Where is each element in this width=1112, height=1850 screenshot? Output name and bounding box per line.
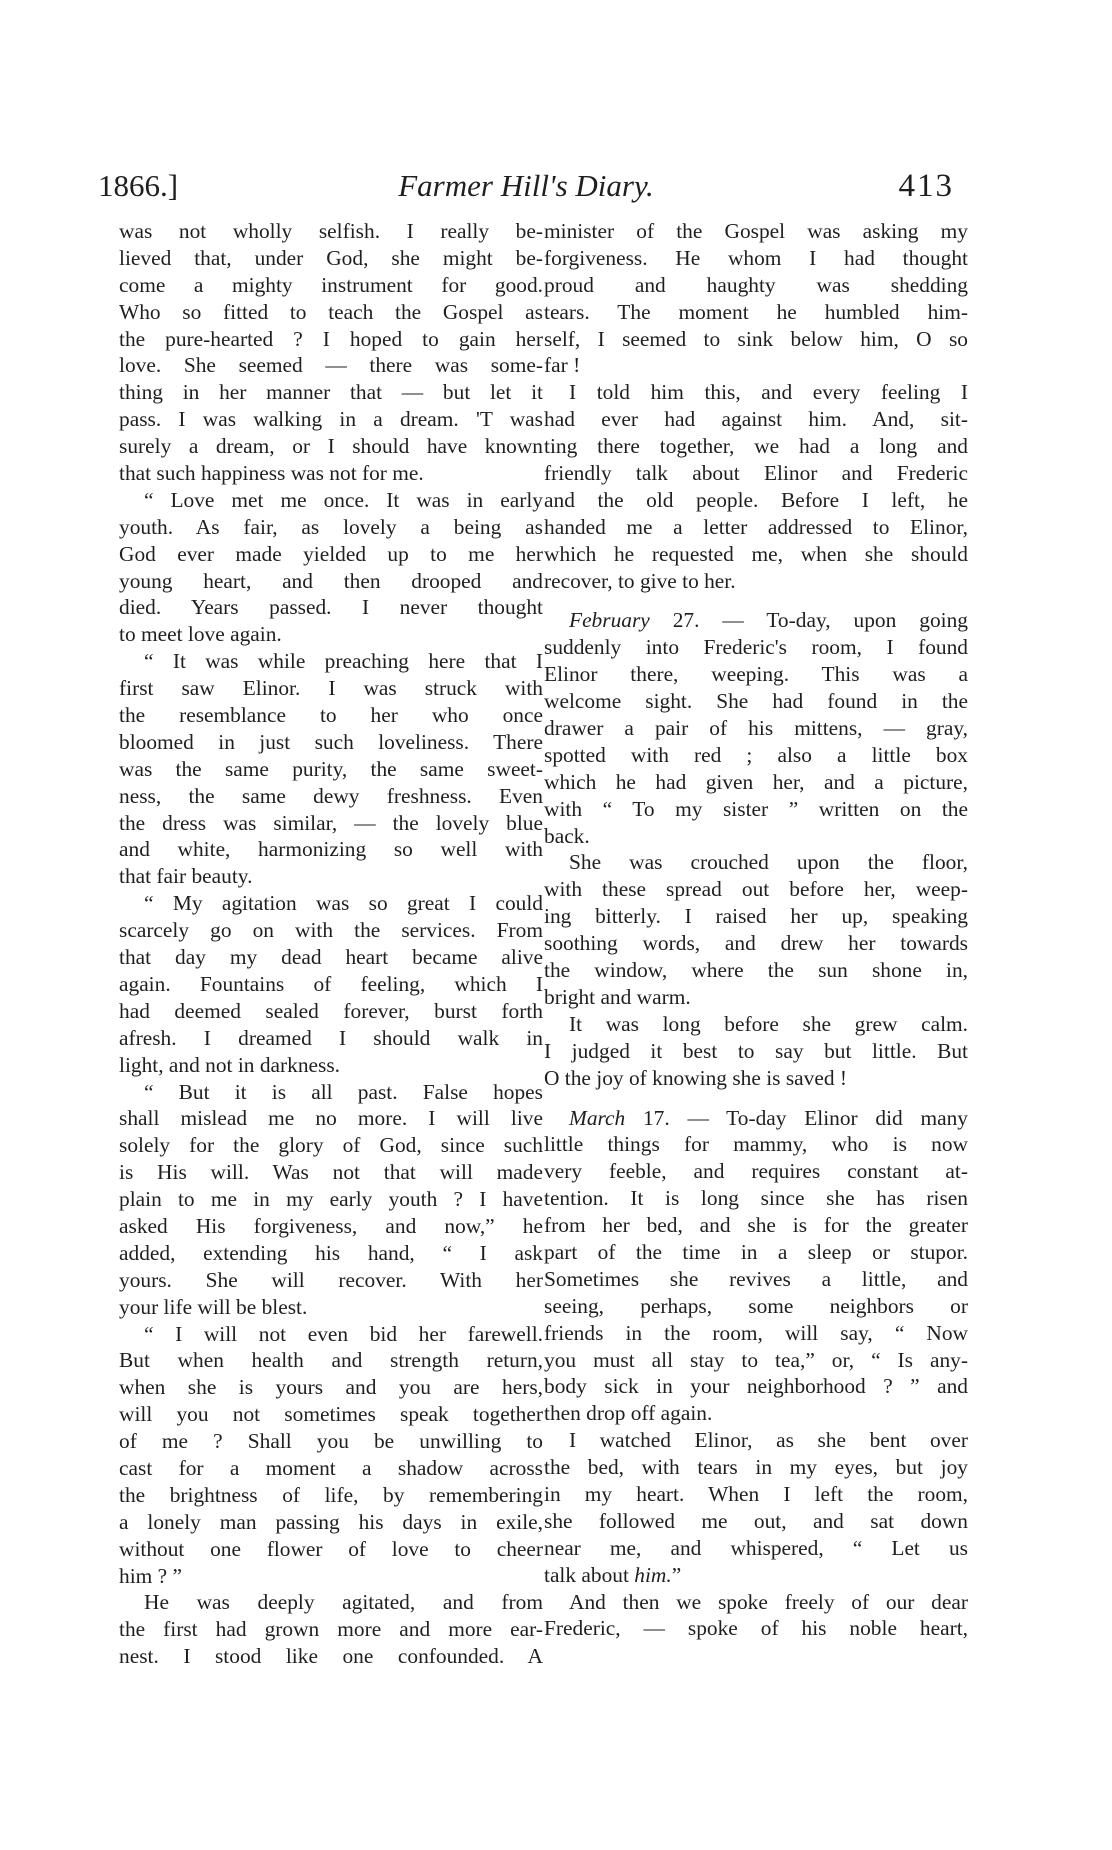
- text-line-content: tears. The moment he humbled him-: [544, 299, 968, 324]
- text-line-content: 27. — To-day, upon going: [649, 608, 968, 633]
- text-line: [119, 1509, 543, 1536]
- text-line-content: to meet love again.: [119, 622, 282, 647]
- text-line-content: friendly talk about Elinor and Frederic: [544, 461, 968, 486]
- text-line-content: added, extending his hand, “ I ask: [119, 1240, 543, 1265]
- text-line: [119, 245, 543, 272]
- text-line: [544, 541, 968, 568]
- text-line-content: far !: [544, 353, 581, 378]
- text-line: [544, 1239, 968, 1266]
- text-line: [544, 245, 968, 272]
- text-line: [544, 930, 968, 957]
- text-line: [544, 1508, 968, 1535]
- text-line-content: a lonely man passing his days in exile,: [119, 1509, 543, 1534]
- text-line-content: young heart, and then drooped and: [119, 568, 543, 593]
- text-line: [544, 568, 968, 595]
- text-line-content: “ But it is all past. False hopes: [144, 1079, 543, 1104]
- text-line: [119, 487, 543, 514]
- text-line: [544, 218, 968, 245]
- text-line-content: the bed, with tears in my eyes, but joy: [544, 1455, 968, 1480]
- text-line: [119, 1563, 543, 1590]
- text-line-content: you must all stay to tea,” or, “ Is any-: [544, 1347, 968, 1372]
- text-line: [119, 1347, 543, 1374]
- text-line: [119, 1374, 543, 1401]
- text-line-content: near me, and whispered, “ Let us: [544, 1535, 968, 1560]
- text-line-content: welcome sight. She had found in the: [544, 689, 968, 714]
- text-line: [119, 406, 543, 433]
- text-line-content: She was crouched upon the floor,: [569, 850, 968, 875]
- text-line: [119, 1186, 543, 1213]
- text-line: [119, 890, 543, 917]
- text-line: [119, 1455, 543, 1482]
- text-line-content: the brightness of life, by remembering: [119, 1482, 543, 1507]
- entry-date: February: [569, 608, 650, 633]
- text-line-content: had deemed sealed forever, burst forth: [119, 998, 543, 1023]
- text-line: [544, 769, 968, 796]
- text-line-content: ness, the same dewy freshness. Even: [119, 783, 543, 808]
- text-line: [119, 1536, 543, 1563]
- text-line-content: light, and not in darkness.: [119, 1052, 341, 1077]
- text-line: [544, 823, 968, 850]
- text-line-content: 17. — To-day Elinor did many: [625, 1105, 968, 1130]
- text-line: [544, 272, 968, 299]
- text-line: [119, 299, 543, 326]
- text-line: [119, 514, 543, 541]
- text-line: [119, 729, 543, 756]
- text-line: [544, 1266, 968, 1293]
- text-line: [119, 783, 543, 810]
- text-line-content: plain to me in my early youth ? I have: [119, 1187, 543, 1212]
- text-line-content: friends in the room, will say, “ Now: [544, 1320, 968, 1345]
- text-line-content: spotted with red ; also a little box: [544, 742, 968, 767]
- text-line: [544, 487, 968, 514]
- text-line: [119, 917, 543, 944]
- text-line-content: drawer a pair of his mittens, — gray,: [544, 716, 968, 741]
- text-line-content: will you not sometimes speak together: [119, 1402, 543, 1427]
- text-line: [119, 944, 543, 971]
- text-line: [544, 957, 968, 984]
- text-line: [119, 675, 543, 702]
- text-line-content: seeing, perhaps, some neighbors or: [544, 1293, 968, 1318]
- text-line-content: soothing words, and drew her towards: [544, 931, 968, 956]
- entry-date: March: [569, 1105, 626, 1130]
- text-line: [544, 1320, 968, 1347]
- text-line: [119, 1643, 543, 1670]
- text-line: [119, 810, 543, 837]
- text-line: [119, 863, 543, 890]
- text-line-content: the resemblance to her who once: [119, 703, 543, 728]
- text-line: [544, 460, 968, 487]
- text-line: [544, 514, 968, 541]
- text-line-content: him ? ”: [119, 1563, 182, 1588]
- text-line: [119, 1616, 543, 1643]
- text-line-content: proud and haughty was shedding: [544, 272, 968, 297]
- text-line-content: without one flower of love to cheer: [119, 1536, 543, 1561]
- text-line-content: was the same purity, the same sweet-: [119, 756, 543, 781]
- text-line: [544, 1589, 968, 1616]
- text-line-content: and the old people. Before I left, he: [544, 487, 968, 512]
- text-line-content: very feeble, and requires constant at-: [544, 1159, 968, 1184]
- text-line-content: and white, harmonizing so well with: [119, 837, 543, 862]
- text-line-content: afresh. I dreamed I should walk in: [119, 1025, 543, 1050]
- text-line-content: little things for mammy, who is now: [544, 1132, 968, 1157]
- text-line-content: the dress was similar, — the lovely blue: [119, 810, 543, 835]
- text-line-content: suddenly into Frederic's room, I found: [544, 635, 968, 660]
- text-line-content: that such happiness was not for me.: [119, 461, 424, 486]
- text-line: [544, 299, 968, 326]
- text-line-content: God ever made yielded up to me her: [119, 541, 543, 566]
- text-line: [544, 406, 968, 433]
- text-line-content: “ My agitation was so great I could: [144, 891, 543, 916]
- text-line-content: come a mighty instrument for good.: [119, 272, 543, 297]
- text-line-content: talk about: [544, 1562, 635, 1587]
- text-line: [119, 433, 543, 460]
- text-line: [544, 849, 968, 876]
- text-line-content: the pure-hearted ? I hoped to gain her: [119, 326, 543, 351]
- text-line-content: Who so fitted to teach the Gospel as: [119, 299, 543, 324]
- text-line: [119, 998, 543, 1025]
- text-line-content: which he had given her, and a picture,: [544, 769, 968, 794]
- text-line: [544, 326, 968, 353]
- running-head-date: 1866.]: [98, 168, 179, 203]
- text-line: [119, 1321, 543, 1348]
- text-line: [544, 876, 968, 903]
- text-line: [544, 661, 968, 688]
- text-line-content: that day my dead heart became alive: [119, 945, 543, 970]
- text-line: [544, 796, 968, 823]
- text-line-content: asked His forgiveness, and now,” he: [119, 1213, 543, 1238]
- text-line-content: of me ? Shall you be unwilling to: [119, 1429, 543, 1454]
- text-line: [544, 1454, 968, 1481]
- text-line-content: was not wholly selfish. I really be-: [119, 219, 543, 243]
- right-text-column: [544, 218, 968, 1642]
- text-line-content: bloomed in just such loveliness. There: [119, 729, 543, 754]
- text-line-content: “ I will not even bid her farewell.: [144, 1321, 543, 1346]
- text-line-content: surely a dream, or I should have known: [119, 434, 543, 459]
- text-line: [544, 1347, 968, 1374]
- text-line: [544, 1131, 968, 1158]
- text-line: [544, 1105, 968, 1132]
- text-line-content: again. Fountains of feeling, which I: [119, 971, 543, 996]
- text-line: [119, 326, 543, 353]
- text-line: [544, 1373, 968, 1400]
- text-line-content: lieved that, under God, she might be-: [119, 245, 543, 270]
- text-line: [544, 1158, 968, 1185]
- text-line-content: I told him this, and every feeling I: [569, 380, 968, 405]
- running-head-title: Farmer Hill's Diary.: [398, 168, 654, 203]
- text-line: [544, 1615, 968, 1642]
- text-line: [119, 218, 543, 245]
- text-line-content: the window, where the sun shone in,: [544, 958, 968, 983]
- text-line: [544, 1011, 968, 1038]
- text-line-content: then drop off again.: [544, 1401, 713, 1426]
- text-line-content: is His will. Was not that will made: [119, 1160, 543, 1185]
- text-line: [119, 1240, 543, 1267]
- text-line: [544, 1427, 968, 1454]
- text-line-content: And then we spoke freely of our dear: [569, 1589, 968, 1614]
- text-line: [119, 541, 543, 568]
- section-gap: [544, 594, 968, 607]
- text-line: [119, 621, 543, 648]
- text-line: [544, 984, 968, 1011]
- text-line: [119, 352, 543, 379]
- text-line-content: with “ To my sister ” written on the: [544, 796, 968, 821]
- text-line: [119, 836, 543, 863]
- text-line-content: your life will be blest.: [119, 1294, 308, 1319]
- text-line-content: I watched Elinor, as she bent over: [569, 1428, 968, 1453]
- text-line-content: from her bed, and she is for the greater: [544, 1213, 968, 1238]
- text-line: [544, 634, 968, 661]
- text-line-content: It was long before she grew calm.: [569, 1011, 968, 1036]
- text-line-content: youth. As fair, as lovely a being as: [119, 514, 543, 539]
- text-line: [119, 1294, 543, 1321]
- text-line: [119, 1025, 543, 1052]
- left-text-column: [119, 218, 543, 1670]
- text-line: [119, 1105, 543, 1132]
- text-line: [544, 433, 968, 460]
- text-line: [544, 1065, 968, 1092]
- text-line-content: tention. It is long since she has risen: [544, 1186, 968, 1211]
- page-number: 413: [898, 168, 954, 204]
- running-head: [98, 168, 954, 210]
- text-line: [544, 1185, 968, 1212]
- text-line-content: handed me a letter addressed to Elinor,: [544, 514, 968, 539]
- text-line: [544, 1481, 968, 1508]
- text-line: [119, 1052, 543, 1079]
- text-line-content: part of the time in a sleep or stupor.: [544, 1239, 968, 1264]
- text-line: [544, 352, 968, 379]
- text-line-content: when she is yours and you are hers,: [119, 1375, 543, 1400]
- text-line: [544, 1562, 968, 1589]
- text-line-content: thing in her manner that — but let it: [119, 380, 543, 405]
- text-line-content: forgiveness. He whom I had thought: [544, 245, 968, 270]
- text-line-content: died. Years passed. I never thought: [119, 595, 543, 620]
- text-line: [544, 1212, 968, 1239]
- text-line: [119, 756, 543, 783]
- text-line-content: the first had grown more and more ear-: [119, 1617, 543, 1642]
- text-line: [119, 1428, 543, 1455]
- text-line-content: Elinor there, weeping. This was a: [544, 662, 968, 687]
- text-line-content: shall mislead me no more. I will live: [119, 1106, 543, 1131]
- text-line-content: cast for a moment a shadow across: [119, 1455, 543, 1480]
- text-line-content: self, I seemed to sink below him, O so: [544, 326, 968, 351]
- text-line: [119, 702, 543, 729]
- text-line-content: ing bitterly. I raised her up, speaking: [544, 904, 968, 929]
- text-line-content: love. She seemed — there was some-: [119, 353, 543, 378]
- text-line: [119, 648, 543, 675]
- text-line: [119, 1079, 543, 1106]
- text-line-content: nest. I stood like one confounded. A: [119, 1644, 543, 1669]
- text-line-content: O the joy of knowing she is saved !: [544, 1065, 847, 1090]
- text-line-content: solely for the glory of God, since such: [119, 1133, 543, 1158]
- text-line: [119, 971, 543, 998]
- text-line: [119, 1159, 543, 1186]
- text-line-content: bright and warm.: [544, 984, 691, 1009]
- text-line-content: minister of the Gospel was asking my: [544, 219, 968, 243]
- text-line-content: ting there together, we had a long and: [544, 434, 968, 459]
- text-line-content: scarcely go on with the services. From: [119, 918, 543, 943]
- text-line: [119, 1267, 543, 1294]
- text-line-content: in my heart. When I left the room,: [544, 1481, 968, 1506]
- section-gap: [544, 1092, 968, 1105]
- text-line-content: pass. I was walking in a dream. 'T was: [119, 407, 543, 432]
- text-line-content: Frederic, — spoke of his noble heart,: [544, 1616, 968, 1641]
- text-line-content: Sometimes she revives a little, and: [544, 1266, 968, 1291]
- text-line: [544, 903, 968, 930]
- text-line-content: “ It was while preaching here that I: [144, 649, 543, 674]
- text-line: [119, 1482, 543, 1509]
- text-line-content: she followed me out, and sat down: [544, 1508, 968, 1533]
- text-line: [544, 379, 968, 406]
- text-line-content: recover, to give to her.: [544, 568, 736, 593]
- text-line-tail: ”: [671, 1562, 682, 1587]
- text-line: [119, 379, 543, 406]
- text-line: [119, 568, 543, 595]
- text-line-content: back.: [544, 823, 590, 848]
- text-line: [544, 688, 968, 715]
- italic-word: him.: [634, 1562, 672, 1587]
- text-line: [544, 715, 968, 742]
- text-line: [119, 1589, 543, 1616]
- text-line-content: that fair beauty.: [119, 864, 253, 889]
- text-line: [119, 1132, 543, 1159]
- text-line: [544, 742, 968, 769]
- text-line-content: I judged it best to say but little. But: [544, 1038, 968, 1063]
- text-line: [544, 1535, 968, 1562]
- text-line-content: He was deeply agitated, and from: [144, 1590, 543, 1615]
- text-line-content: But when health and strength return,: [119, 1348, 543, 1373]
- text-line: [119, 594, 543, 621]
- text-line: [544, 1400, 968, 1427]
- text-line: [544, 607, 968, 634]
- text-line-content: yours. She will recover. With her: [119, 1267, 543, 1292]
- text-line: [544, 1038, 968, 1065]
- text-line: [119, 1213, 543, 1240]
- text-line-content: had ever had against him. And, sit-: [544, 407, 968, 432]
- text-line-content: with these spread out before her, weep-: [544, 877, 968, 902]
- text-line: [119, 1401, 543, 1428]
- text-line-content: body sick in your neighborhood ? ” and: [544, 1374, 968, 1399]
- text-line: [544, 1293, 968, 1320]
- text-line: [119, 272, 543, 299]
- text-line-content: first saw Elinor. I was struck with: [119, 676, 543, 701]
- text-line: [119, 460, 543, 487]
- text-line-content: “ Love met me once. It was in early: [144, 487, 543, 512]
- text-line-content: which he requested me, when she should: [544, 541, 968, 566]
